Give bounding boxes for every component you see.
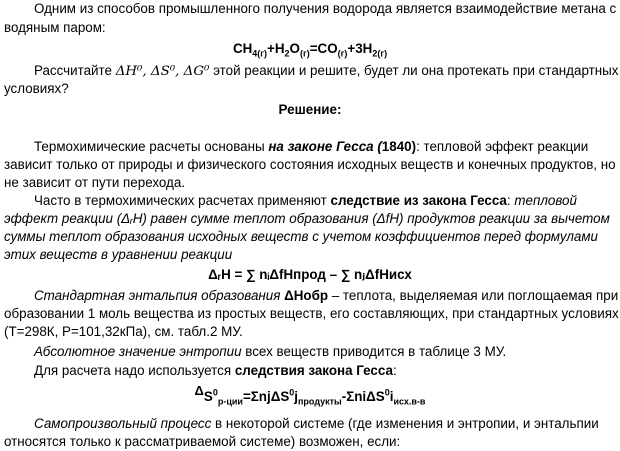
task-line-2: условиях?: [4, 81, 69, 96]
task-line-1: Рассчитайте ΔH⁰, ΔS⁰, ΔG⁰ этой реакции и решите, будет ли она протекать при стандартных: [34, 63, 619, 79]
intro-line-1: Одним из способов промышленного получения водорода является взаимодействие метана с: [34, 1, 617, 16]
entropy-formula: $\Delta S^0_{р-ции}=\Sigma nj\Delta S^0j_{продукты}-\Sigma ni\Delta S^0i_{исх.в-в}$: [194, 383, 426, 407]
enthalpy-line-3: (Т=298К, Р=101,32кПа), см. табл.2 МУ.: [4, 324, 243, 339]
solution-heading: Решение:: [278, 102, 342, 117]
entropy-line: Абсолютное значение энтропии всех веществ приводится в таблице 3 МУ.: [34, 344, 507, 359]
spont-line-2: относятся только к рассматриваемой системе) возможен, если:: [4, 434, 401, 449]
spont-line-1: Самопроизвольный процесс в некоторой системе (где изменения и энтропии, и энтальпии: [34, 416, 599, 431]
hess-line-2: зависит только от природы и физического состояния исходных веществ и конечных продуктов, но: [4, 157, 616, 172]
hess-line-1: Термохимические расчеты основаны на законе Гесса (1840): тепловой эффект реакции: [34, 139, 589, 154]
hess-formula: ΔᵣH = ∑ nᵢΔfHпрод – ∑ nⱼΔfHисх: [208, 267, 412, 282]
corollary-line-3: суммы теплот образования исходных веществ с учетом коэффициентов перед формулами: [4, 229, 598, 244]
thermo-symbols: ΔH⁰, ΔS⁰, ΔG⁰: [115, 64, 210, 79]
intro-line-2: водяным паром:: [4, 20, 106, 35]
corollary-line-2: эффект реакции (ΔᵣH) равен сумме теплот образования (ΔfH) продуктов реакции за вычетом: [4, 211, 610, 226]
reaction-equation: $CH_{4(г)}+H_2O_{(г)}=CO_{(г)}+3H_{2(г)}$: [232, 41, 388, 59]
enthalpy-line-2: образовании 1 моль вещества из простых веществ, его составляющих, при стандартных условиях: [4, 306, 619, 321]
corollary-line-4: этих веществ в уравнении реакции: [4, 247, 233, 262]
corollary-line-1: Часто в термохимических расчетах применяют следствие из закона Гесса: тепловой: [34, 193, 577, 208]
calc-line: Для расчета надо используется следствия закона Гесса:: [34, 363, 397, 378]
hess-line-3: не зависит от пути перехода.: [4, 175, 186, 190]
enthalpy-line-1: Стандартная энтальпия образования ΔHобр – теплота, выделяемая или поглощаемая при: [34, 288, 619, 303]
